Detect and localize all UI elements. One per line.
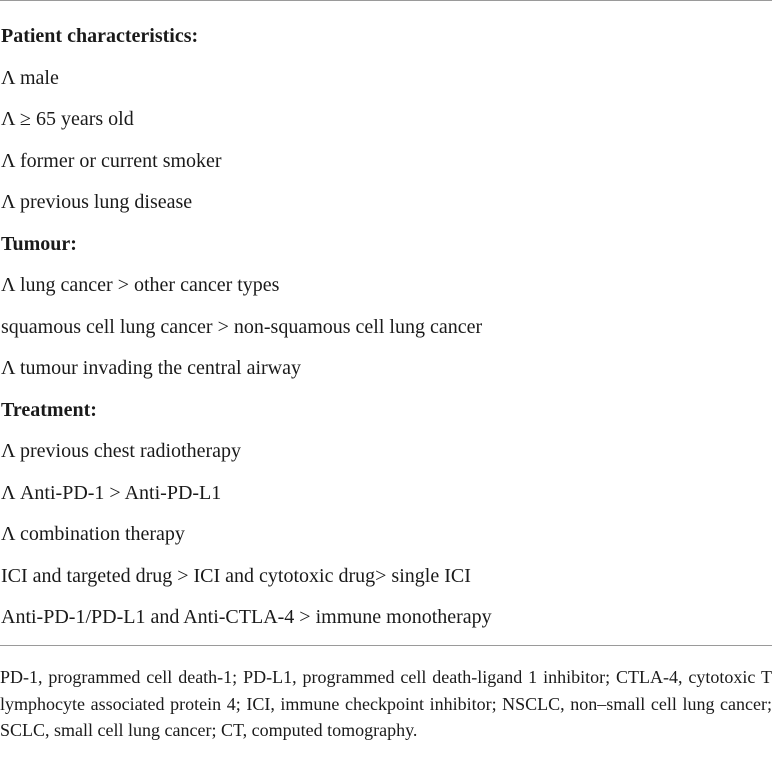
section-heading-patient-characteristics: Patient characteristics:	[1, 25, 199, 47]
table-bottom-rule	[0, 645, 772, 646]
table-footnote: PD-1, programmed cell death-1; PD-L1, programmed cell death-ligand 1 inhibitor; CTLA-4, cytotoxic T lymphocyte associated protein 4; ICI, immune checkpoint inhibitor; NSCLC, non–small cell lung cancer; SCLC, small cell lung cancer; CT, computed tomography.	[0, 667, 772, 740]
section-heading-tumour: Tumour:	[1, 232, 77, 255]
table-row: Λ combination therapy	[1, 523, 185, 545]
risk-factor-table	[0, 16, 772, 639]
table-row: Λ previous chest radiotherapy	[1, 440, 242, 462]
table-row: ICI and targeted drug > ICI and cytotoxic drug> single ICI	[1, 564, 471, 587]
section-heading-treatment: Treatment:	[1, 398, 97, 421]
table-row: Λ former or current smoker	[1, 149, 222, 172]
table-row: Λ male	[1, 66, 59, 89]
table-row: Anti-PD-1/PD-L1 and Anti-CTLA-4 > immune monotherapy	[1, 606, 492, 628]
table-row: squamous cell lung cancer > non-squamous cell lung cancer	[1, 315, 483, 338]
table-row: Λ tumour invading the central airway	[1, 357, 301, 379]
table-row: Λ ≥ 65 years old	[1, 108, 134, 130]
table-row: Λ previous lung disease	[1, 191, 193, 213]
table-top-rule	[0, 0, 772, 1]
table-row: Λ lung cancer > other cancer types	[1, 274, 280, 296]
table-row: Λ Anti-PD-1 > Anti-PD-L1	[1, 481, 222, 504]
